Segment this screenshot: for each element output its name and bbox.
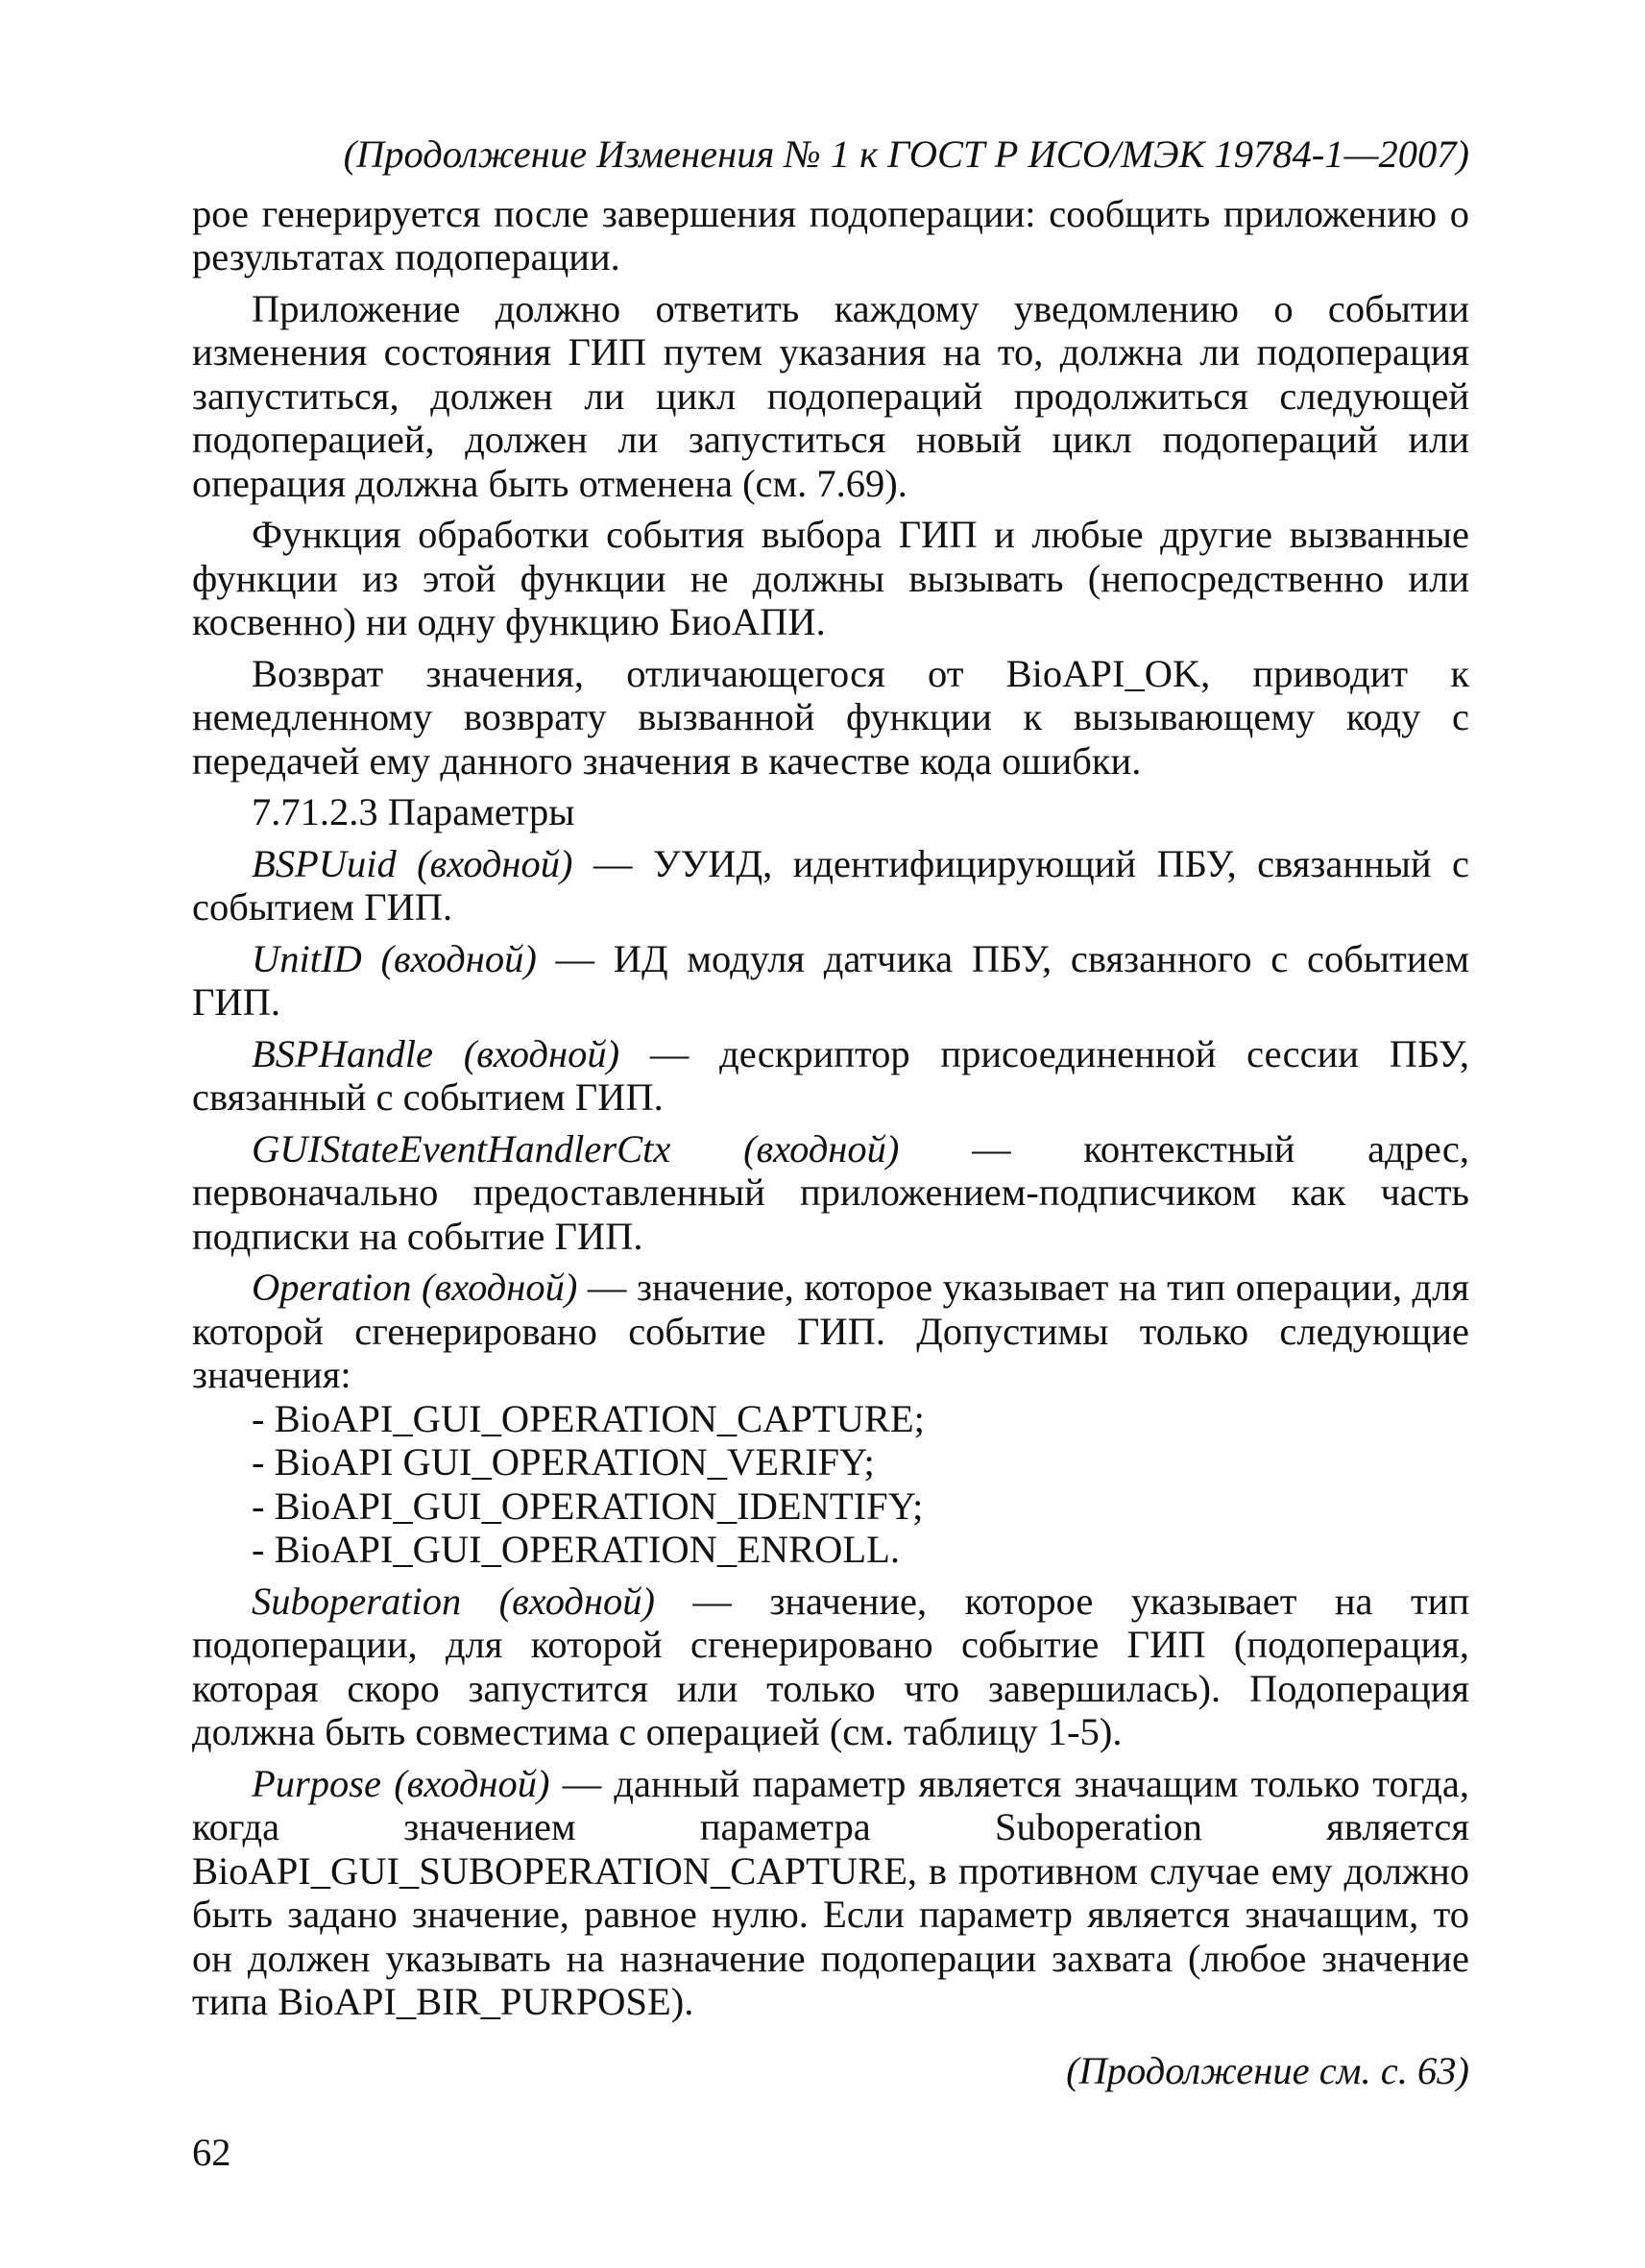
continuation-note: (Продолжение см. с. 63) <box>1066 2048 1469 2092</box>
paragraph-app-response: Приложение должно ответить каждому уведомлению о событии изменения состояния ГИП путем указания на то, должна ли подоперация запуститься, должен ли цикл подопераций продолжиться следующей подоперацией, должен ли запуститься новый цикл подопераций или операция должна быть отменена (см. 7.69). <box>192 286 1469 505</box>
param-description: — дескриптор присоединенной сессии ПБУ, связанный с событием ГИП. <box>192 1031 1469 1119</box>
document-page <box>192 133 1469 2092</box>
paragraph-handler-restriction: Функция обработки события выбора ГИП и любые другие вызванные функции из этой функции не должны вызывать (непосредственно или косвенно) ни одну функцию БиоАПИ. <box>192 513 1469 643</box>
param-term: Operation (входной) <box>252 1266 578 1309</box>
param-guistate-ctx <box>192 1127 1469 1259</box>
paragraph-return-value: Возврат значения, отличающегося от BioAPI_OK, приводит к немедленному возврату вызванной функции к вызывающему коду с передачей ему данного значения в качестве кода ошибки. <box>192 651 1469 783</box>
param-term: Purpose (входной) <box>252 1761 550 1805</box>
list-item: - BioAPI_GUI_OPERATION_IDENTIFY; <box>252 1484 924 1528</box>
param-suboperation <box>192 1580 1469 1754</box>
section-heading-parameters: 7.71.2.3 Параметры <box>252 790 575 833</box>
running-header: (Продолжение Изменения № 1 к ГОСТ Р ИСО/МЭК 19784-1—2007) <box>343 133 1469 176</box>
param-description: — значение, которое указывает на тип подоперации, для которой сгенерировано событие ГИП (подоперация, которая скоро запустится или только что завершилась). Подоперация должна быть совместима с операцией (см. таблицу 1-5). <box>192 1579 1469 1753</box>
param-term: UnitID (входной) <box>252 936 537 980</box>
list-item: - BioAPI GUI_OPERATION_VERIFY; <box>252 1440 875 1484</box>
param-unitid <box>192 937 1469 1025</box>
param-term: BSPHandle (входной) <box>252 1031 620 1075</box>
paragraph-continuation: рое генерируется после завершения подоперации: сообщить приложению о результатах подоперации. <box>192 191 1469 278</box>
param-bsphandle <box>192 1032 1469 1120</box>
page-number: 62 <box>192 2131 231 2174</box>
param-description: — данный параметр является значащим только тогда, когда значением параметра Suboperation является BioAPI_GUI_SUBOPERATION_CAPTURE, в противном случае ему должно быть задано значение, равное нулю. Если параметр является значащим, то он должен указывать на назначение подоперации захвата (любое значение типа BioAPI_BIR_PURPOSE). <box>192 1761 1469 2023</box>
list-item: - BioAPI_GUI_OPERATION_ENROLL. <box>252 1528 900 1571</box>
param-description: — ИД модуля датчика ПБУ, связанного с событием ГИП. <box>192 936 1469 1024</box>
list-item: - BioAPI_GUI_OPERATION_CAPTURE; <box>252 1396 925 1440</box>
param-term: BSPUuid (входной) <box>252 841 573 885</box>
operation-values-list <box>192 1397 1469 1572</box>
param-term: Suboperation (входной) <box>252 1579 655 1623</box>
param-bspuuid <box>192 842 1469 929</box>
param-description: — значение, которое указывает на тип операции, для которой сгенерировано событие ГИП. Допустимы только следующие значения: <box>192 1266 1469 1396</box>
param-term: GUIStateEventHandlerCtx (входной) <box>252 1126 900 1170</box>
param-operation <box>192 1266 1469 1397</box>
param-purpose <box>192 1762 1469 2024</box>
param-description: — УУИД, идентифицирующий ПБУ, связанный с событием ГИП. <box>192 841 1469 929</box>
param-description: — контекстный адрес, первоначально предоставленный приложением-подписчиком как часть подписки на событие ГИП. <box>192 1126 1469 1258</box>
